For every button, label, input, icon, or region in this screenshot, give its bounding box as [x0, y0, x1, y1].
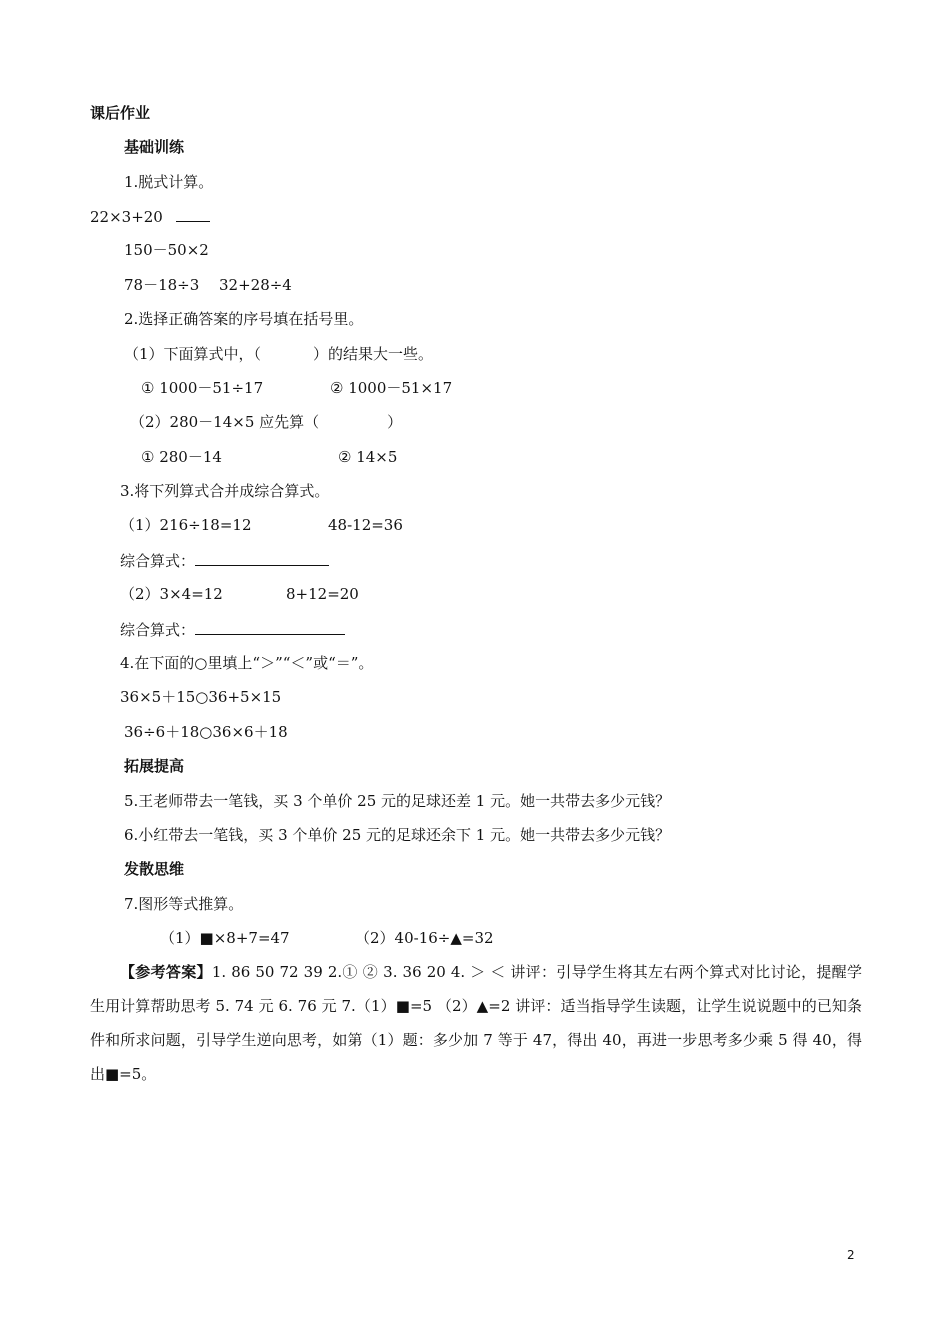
section-heading-extension: 拓展提高	[124, 757, 185, 775]
section-heading-divergent: 发散思维	[124, 860, 185, 878]
question-7-part-1: （1）■×8+7=47	[160, 929, 290, 947]
question-3-part-1-a: （1）216÷18=12	[120, 516, 252, 534]
part-text: ）	[387, 413, 403, 431]
combined-label: 综合算式：	[120, 621, 196, 639]
question-3-part-1-b: 48-12=36	[328, 516, 403, 534]
reference-answer-text: 1. 86 50 72 39 2.① ② 3. 36 20 4. ＞ ＜ 讲评：引导学生将其左右两个算式对比讨论，提醒学生用计算帮助思考 5. 74 元 6. 76 元 7.（1）■=5 （2）▲=2 讲评：适当指导学生读题，让学生说说题中的已知条件和所求问题，引导学生逆向思考，如第（1）题：多少加 7 等于 47，得出 40，再进一步思考多少乘 5 得 40，得出■=5。	[90, 963, 862, 1083]
question-4-expression-2: 36÷6＋18○36×6＋18	[124, 723, 288, 741]
question-2-part-1-option-1: ① 1000－51÷17	[141, 379, 264, 397]
question-3-part-2-a: （2）3×4=12	[120, 585, 223, 603]
question-1-expression-1	[90, 206, 210, 227]
section-heading-basic: 基础训练	[124, 138, 185, 156]
question-1-expression-2: 150－50×2	[124, 241, 209, 259]
reference-answer	[90, 955, 862, 1091]
question-7-part-2: （2）40-16÷▲=32	[355, 929, 494, 947]
part-text: ）的结果大一些。	[313, 345, 434, 363]
question-4-label: 4.在下面的○里填上“＞”“＜”或“＝”。	[120, 654, 374, 672]
page-title: 课后作业	[90, 104, 151, 122]
part-text: （1）下面算式中，（	[124, 345, 262, 363]
question-6: 6.小红带去一笔钱，买 3 个单价 25 元的足球还余下 1 元。她一共带去多少元钱？	[124, 826, 671, 844]
answer-blank	[195, 619, 345, 635]
question-1-expression-3: 78－18÷3	[124, 276, 200, 294]
expression-text: 22×3+20	[90, 208, 163, 226]
question-1-expression-4: 32+28÷4	[219, 276, 292, 294]
question-3-combined-1	[120, 550, 329, 571]
combined-label: 综合算式：	[120, 552, 196, 570]
question-2-part-2-option-1: ① 280－14	[141, 448, 222, 466]
question-1-label: 1.脱式计算。	[124, 173, 214, 191]
question-2-label: 2.选择正确答案的序号填在括号里。	[124, 310, 364, 328]
question-2-part-2	[130, 412, 402, 432]
answer-blank	[195, 550, 329, 566]
question-2-part-1	[124, 344, 433, 364]
page-number: 2	[847, 1248, 855, 1262]
question-2-part-2-option-2: ② 14×5	[338, 448, 398, 466]
question-3-part-2-b: 8+12=20	[286, 585, 359, 603]
part-text: （2）280－14×5 应先算（	[130, 413, 320, 431]
reference-answer-heading: 【参考答案】	[120, 963, 212, 981]
question-3-combined-2	[120, 619, 345, 640]
question-3-label: 3.将下列算式合并成综合算式。	[120, 482, 330, 500]
answer-blank	[176, 206, 210, 222]
question-5: 5.王老师带去一笔钱，买 3 个单价 25 元的足球还差 1 元。她一共带去多少元钱？	[124, 792, 671, 810]
question-4-expression-1: 36×5＋15○36+5×15	[120, 688, 282, 706]
question-2-part-1-option-2: ② 1000－51×17	[330, 379, 453, 397]
question-7-label: 7.图形等式推算。	[124, 895, 244, 913]
